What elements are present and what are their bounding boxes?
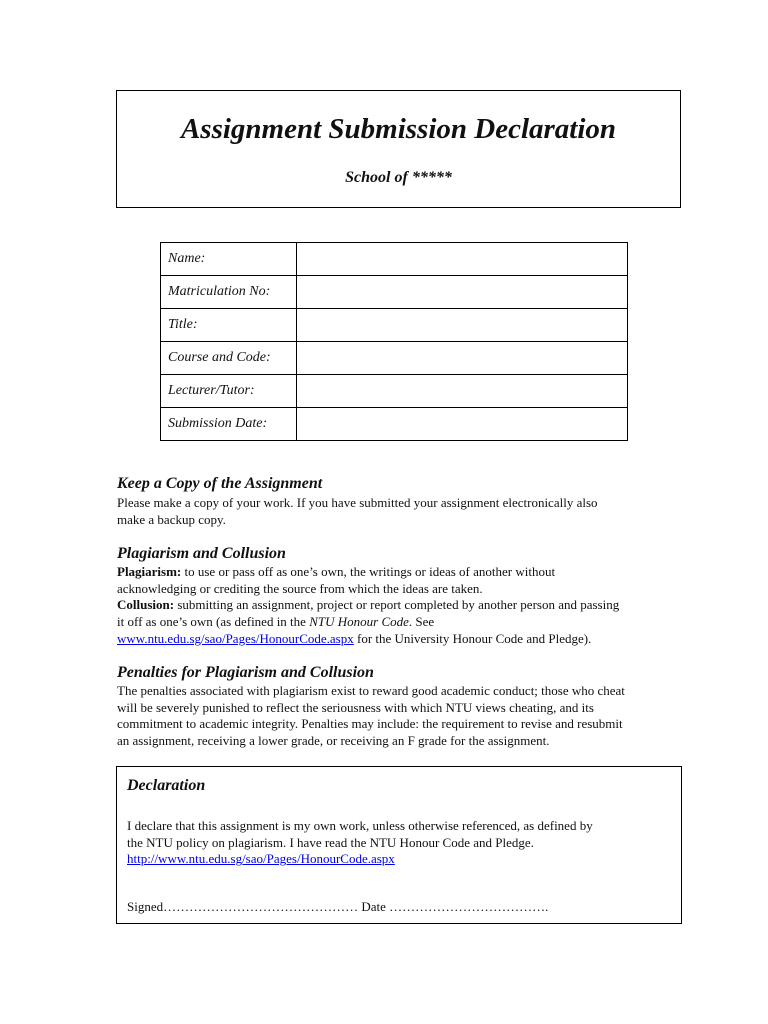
keep-copy-line: Please make a copy of your work. If you have submitted your assignment electronically also: [117, 495, 598, 510]
plagiarism-line: acknowledging or crediting the source from which the ideas are taken.: [117, 580, 483, 596]
name-label: Name:: [161, 243, 297, 276]
declaration-text: [127, 818, 667, 868]
matriculation-label: Matriculation No:: [161, 276, 297, 309]
title-field[interactable]: [297, 309, 628, 342]
collusion-line: [117, 614, 677, 631]
table-row: [161, 309, 628, 342]
declaration-honour-code-link[interactable]: http://www.ntu.edu.sg/sao/Pages/HonourCode.aspx: [127, 851, 395, 867]
table-row: [161, 276, 628, 309]
declaration-line: the NTU policy on plagiarism. I have read the NTU Honour Code and Pledge.: [127, 834, 534, 850]
keep-copy-text: [117, 495, 677, 528]
declaration-line: I declare that this assignment is my own work, unless otherwise referenced, as defined by: [127, 818, 593, 833]
table-row: [161, 408, 628, 441]
course-code-label: Course and Code:: [161, 342, 297, 375]
collusion-term: Collusion:: [117, 597, 175, 613]
plagiarism-definition: [117, 564, 677, 581]
declaration-heading: Declaration: [127, 777, 206, 794]
plagiarism-text: [117, 564, 677, 648]
honour-code-reference: [117, 631, 677, 648]
keep-copy-line: make a backup copy.: [117, 511, 226, 527]
lecturer-tutor-field[interactable]: [297, 375, 628, 408]
page-title: Assignment Submission Declaration: [180, 113, 617, 145]
table-row: [161, 375, 628, 408]
honour-code-link[interactable]: www.ntu.edu.sg/sao/Pages/HonourCode.aspx: [117, 630, 354, 646]
name-field[interactable]: [297, 243, 628, 276]
table-row: [161, 342, 628, 375]
declaration-link-line: [127, 851, 667, 868]
plagiarism-term: Plagiarism:: [117, 564, 182, 579]
title-label: Title:: [161, 309, 297, 342]
student-info-table: [160, 242, 628, 441]
collusion-definition: [117, 597, 677, 614]
penalties-heading: Penalties for Plagiarism and Collusion: [117, 664, 374, 681]
plagiarism-line: to use or pass off as one’s own, the writings or ideas of another without: [181, 564, 556, 579]
penalties-line: an assignment, receiving a lower grade, or receiving an F grade for the assignment.: [117, 733, 550, 749]
penalties-line: The penalties associated with plagiarism exist to reward good academic conduct; those who cheat: [117, 683, 625, 698]
school-subtitle: School of *****: [345, 169, 452, 186]
keep-copy-heading: Keep a Copy of the Assignment: [117, 475, 323, 492]
signature-line[interactable]: Signed……………………………………… Date ……………………………….: [127, 899, 549, 914]
honour-code-name: NTU Honour Code: [309, 614, 409, 630]
penalties-line: will be severely punished to reflect the seriousness with which NTU views cheating, and its: [117, 699, 594, 715]
submission-date-label: Submission Date:: [161, 408, 297, 441]
matriculation-field[interactable]: [297, 276, 628, 309]
penalties-text: [117, 683, 697, 750]
declaration-box: [116, 766, 682, 924]
header-box: [116, 90, 681, 208]
table-row: [161, 243, 628, 276]
submission-date-field[interactable]: [297, 408, 628, 441]
collusion-text: it off as one’s own (as defined in the: [117, 614, 310, 630]
honour-code-text: for the University Honour Code and Pledge).: [353, 630, 592, 646]
collusion-text: . See: [408, 614, 435, 630]
collusion-line: submitting an assignment, project or report completed by another person and passing: [174, 597, 620, 613]
plagiarism-heading: Plagiarism and Collusion: [117, 545, 286, 562]
penalties-line: commitment to academic integrity. Penalties may include: the requirement to revise and resubmit: [117, 716, 623, 732]
course-code-field[interactable]: [297, 342, 628, 375]
lecturer-tutor-label: Lecturer/Tutor:: [161, 375, 297, 408]
